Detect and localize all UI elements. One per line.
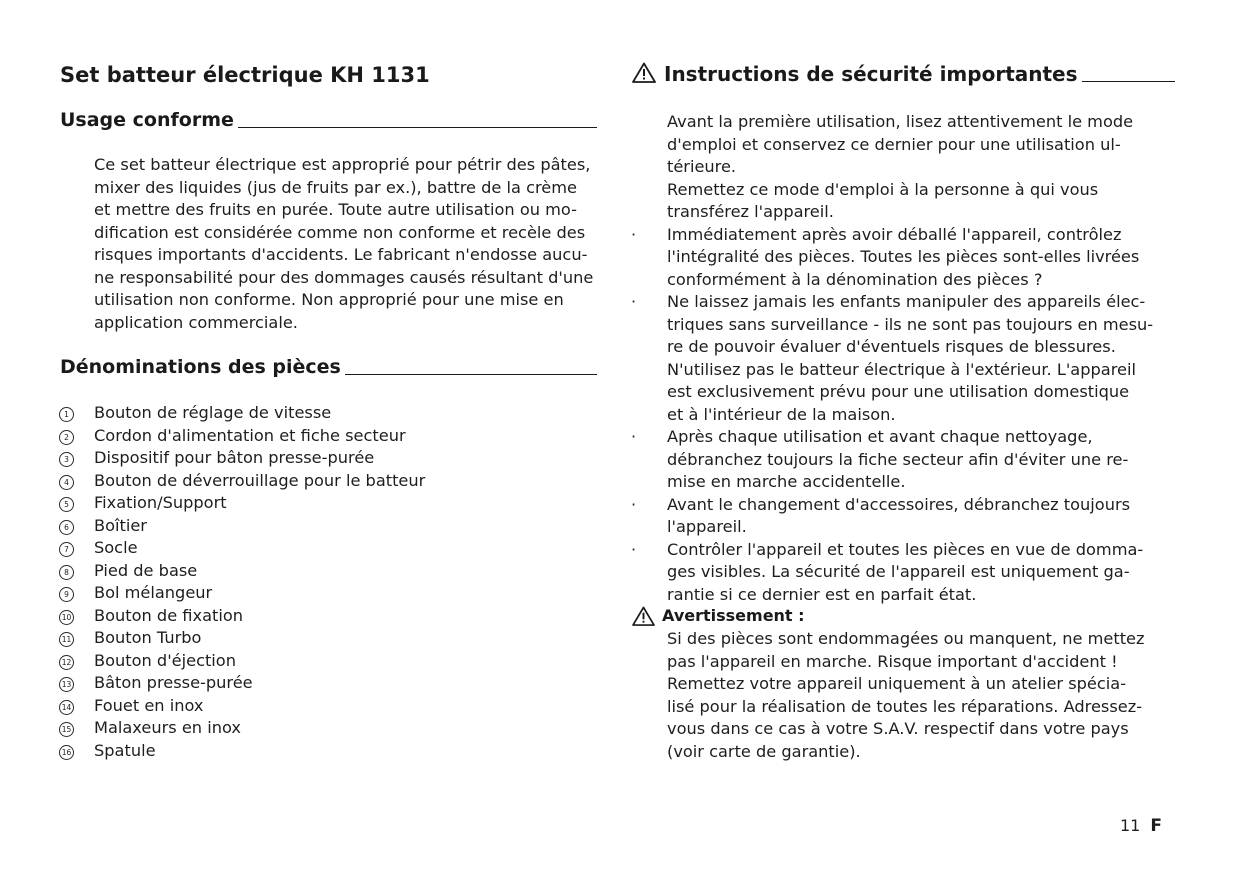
usage-heading: [60, 107, 597, 133]
number-circle: 10: [59, 610, 74, 625]
bullet-dot: ·: [631, 427, 637, 446]
warning-heading: [632, 605, 805, 627]
warning-label: Avertissement :: [662, 606, 805, 625]
list-item: [64, 402, 594, 425]
safety-bullet-item: [631, 291, 1177, 426]
part-label: Bouton Turbo: [94, 628, 202, 647]
list-item: [61, 627, 594, 650]
number-circle: 2: [59, 430, 74, 445]
bullet-line: triques sans surveillance - ils ne sont pas toujours en mesu-: [667, 314, 1154, 334]
warning-line: pas l'appareil en marche. Risque important d'accident !: [667, 651, 1118, 671]
list-item: [64, 537, 594, 560]
number-circle: 5: [59, 497, 74, 512]
part-label: Malaxeurs en inox: [94, 718, 241, 737]
part-label: Spatule: [94, 740, 156, 760]
bullet-line: Avant le changement d'accessoires, débranchez toujours: [667, 494, 1131, 514]
part-label: Fouet en inox: [94, 695, 204, 715]
number-circle: 12: [59, 655, 74, 670]
number-circle: 3: [59, 452, 74, 467]
usage-line: dification est considérée comme non conforme et recèle des: [94, 222, 586, 242]
warning-line: vous dans ce cas à votre S.A.V. respectif dans votre pays: [667, 719, 1129, 738]
list-item: [61, 740, 594, 763]
part-label: Bâton presse-purée: [94, 673, 253, 692]
safety-bullet-item: [631, 224, 1177, 292]
heading-rule: [345, 374, 597, 375]
part-label: Pied de base: [94, 560, 198, 580]
heading-rule: [238, 127, 597, 128]
usage-line: Ce set batteur électrique est approprié pour pétrir des pâtes,: [94, 155, 591, 174]
warning-line: Si des pièces sont endommagées ou manquent, ne mettez: [667, 629, 1145, 648]
safety-heading-label: Instructions de sécurité importantes: [664, 62, 1078, 86]
part-label: Bol mélangeur: [94, 583, 213, 602]
bullet-dot: ·: [631, 224, 637, 244]
usage-line: mixer des liquides (jus de fruits par ex.), battre de la crème: [94, 177, 577, 197]
bullet-line: rantie si ce dernier est en parfait état.: [667, 584, 977, 604]
usage-heading-label: Usage conforme: [60, 109, 234, 131]
number-circle: 16: [59, 745, 74, 760]
usage-paragraph: [94, 154, 614, 334]
safety-heading: [632, 61, 1175, 87]
part-label: Fixation/Support: [94, 493, 227, 512]
bullet-line: N'utilisez pas le batteur électrique à l'extérieur. L'appareil: [667, 359, 1136, 379]
list-item: [64, 425, 594, 448]
number-circle: 6: [59, 520, 74, 535]
usage-line: et mettre des fruits en purée. Toute autre utilisation ou mo-: [94, 200, 577, 219]
number-circle: 4: [59, 475, 74, 490]
part-label: Bouton d'éjection: [94, 650, 236, 670]
parts-heading: [60, 354, 597, 380]
bullet-dot: ·: [631, 539, 637, 559]
usage-line: utilisation non conforme. Non approprié pour une mise en: [94, 290, 564, 309]
intro-line: transférez l'appareil.: [667, 202, 834, 221]
number-circle: 11: [59, 632, 74, 647]
part-label: Boîtier: [94, 515, 147, 535]
number-circle: 14: [59, 700, 74, 715]
warning-line: Remettez votre appareil uniquement à un atelier spécia-: [667, 674, 1127, 693]
part-label: Bouton de fixation: [94, 605, 244, 625]
safety-bullet-item: [631, 539, 1177, 607]
warning-body: [667, 628, 1177, 763]
bullet-line: ges visibles. La sécurité de l'appareil est uniquement ga-: [667, 562, 1130, 581]
safety-bullet-item: [631, 426, 1177, 494]
intro-line: Remettez ce mode d'emploi à la personne à qui vous: [667, 179, 1099, 199]
bullet-line: mise en marche accidentelle.: [667, 472, 906, 491]
list-item: [61, 605, 594, 628]
page-title: Set batteur électrique KH 1131: [60, 63, 430, 87]
bullet-line: l'intégralité des pièces. Toutes les pièces sont-elles livrées: [667, 247, 1140, 266]
number-circle: 7: [59, 542, 74, 557]
list-item: [64, 560, 594, 583]
part-label: Socle: [94, 538, 138, 557]
number-circle: 15: [59, 722, 74, 737]
list-item: [61, 717, 594, 740]
warning-line: lisé pour la réalisation de toutes les réparations. Adressez-: [667, 696, 1143, 716]
safety-bullet-item: [631, 494, 1177, 539]
part-label: Bouton de réglage de vitesse: [94, 403, 332, 422]
bullet-line: Contrôler l'appareil et toutes les pièces en vue de domma-: [667, 539, 1144, 559]
part-label: Cordon d'alimentation et fiche secteur: [94, 425, 406, 445]
bullet-line: re de pouvoir évaluer d'éventuels risques de blessures.: [667, 337, 1116, 356]
list-item: [64, 582, 594, 605]
bullet-line: débranchez toujours la fiche secteur afin d'éviter une re-: [667, 449, 1129, 469]
page-number: 11: [1120, 816, 1141, 835]
usage-line: ne responsabilité pour des dommages causés résultant d'une: [94, 267, 594, 287]
list-item: [64, 515, 594, 538]
bullet-line: l'appareil.: [667, 517, 747, 536]
intro-line: térieure.: [667, 157, 737, 176]
page-footer: [1120, 815, 1162, 837]
usage-line: risques importants d'accidents. Le fabricant n'endosse aucu-: [94, 245, 588, 264]
bullet-line: Après chaque utilisation et avant chaque nettoyage,: [667, 427, 1093, 446]
list-item: [61, 672, 594, 695]
number-circle: 1: [59, 407, 74, 422]
bullet-dot: ·: [631, 494, 637, 514]
bullet-line: Ne laissez jamais les enfants manipuler des appareils élec-: [667, 292, 1146, 311]
list-item: [64, 470, 594, 493]
number-circle: 13: [59, 677, 74, 692]
part-label: Bouton de déverrouillage pour le batteur: [94, 470, 426, 490]
intro-line: d'emploi et conservez ce dernier pour une utilisation ul-: [667, 134, 1121, 154]
usage-line: application commerciale.: [94, 312, 298, 332]
number-circle: 8: [59, 565, 74, 580]
intro-line: Avant la première utilisation, lisez attentivement le mode: [667, 112, 1134, 131]
list-item: [61, 650, 594, 673]
heading-rule: [1082, 81, 1175, 82]
bullet-line: et à l'intérieur de la maison.: [667, 404, 896, 424]
list-item: [64, 492, 594, 515]
bullet-dot: ·: [631, 292, 637, 311]
number-circle: 9: [59, 587, 74, 602]
warning-triangle-icon: [632, 606, 655, 626]
list-item: [61, 695, 594, 718]
language-code: F: [1150, 816, 1162, 836]
bullet-line: conformément à la dénomination des pièces ?: [667, 269, 1043, 289]
safety-body: [631, 111, 1177, 606]
warning-triangle-icon: [632, 62, 656, 83]
bullet-line: est exclusivement prévu pour une utilisation domestique: [667, 382, 1130, 401]
warning-line: (voir carte de garantie).: [667, 741, 861, 761]
bullet-line: Immédiatement après avoir déballé l'appareil, contrôlez: [667, 224, 1122, 244]
part-label: Dispositif pour bâton presse-purée: [94, 448, 375, 467]
parts-list: [61, 402, 594, 762]
parts-heading-label: Dénominations des pièces: [60, 356, 341, 378]
list-item: [64, 447, 594, 470]
